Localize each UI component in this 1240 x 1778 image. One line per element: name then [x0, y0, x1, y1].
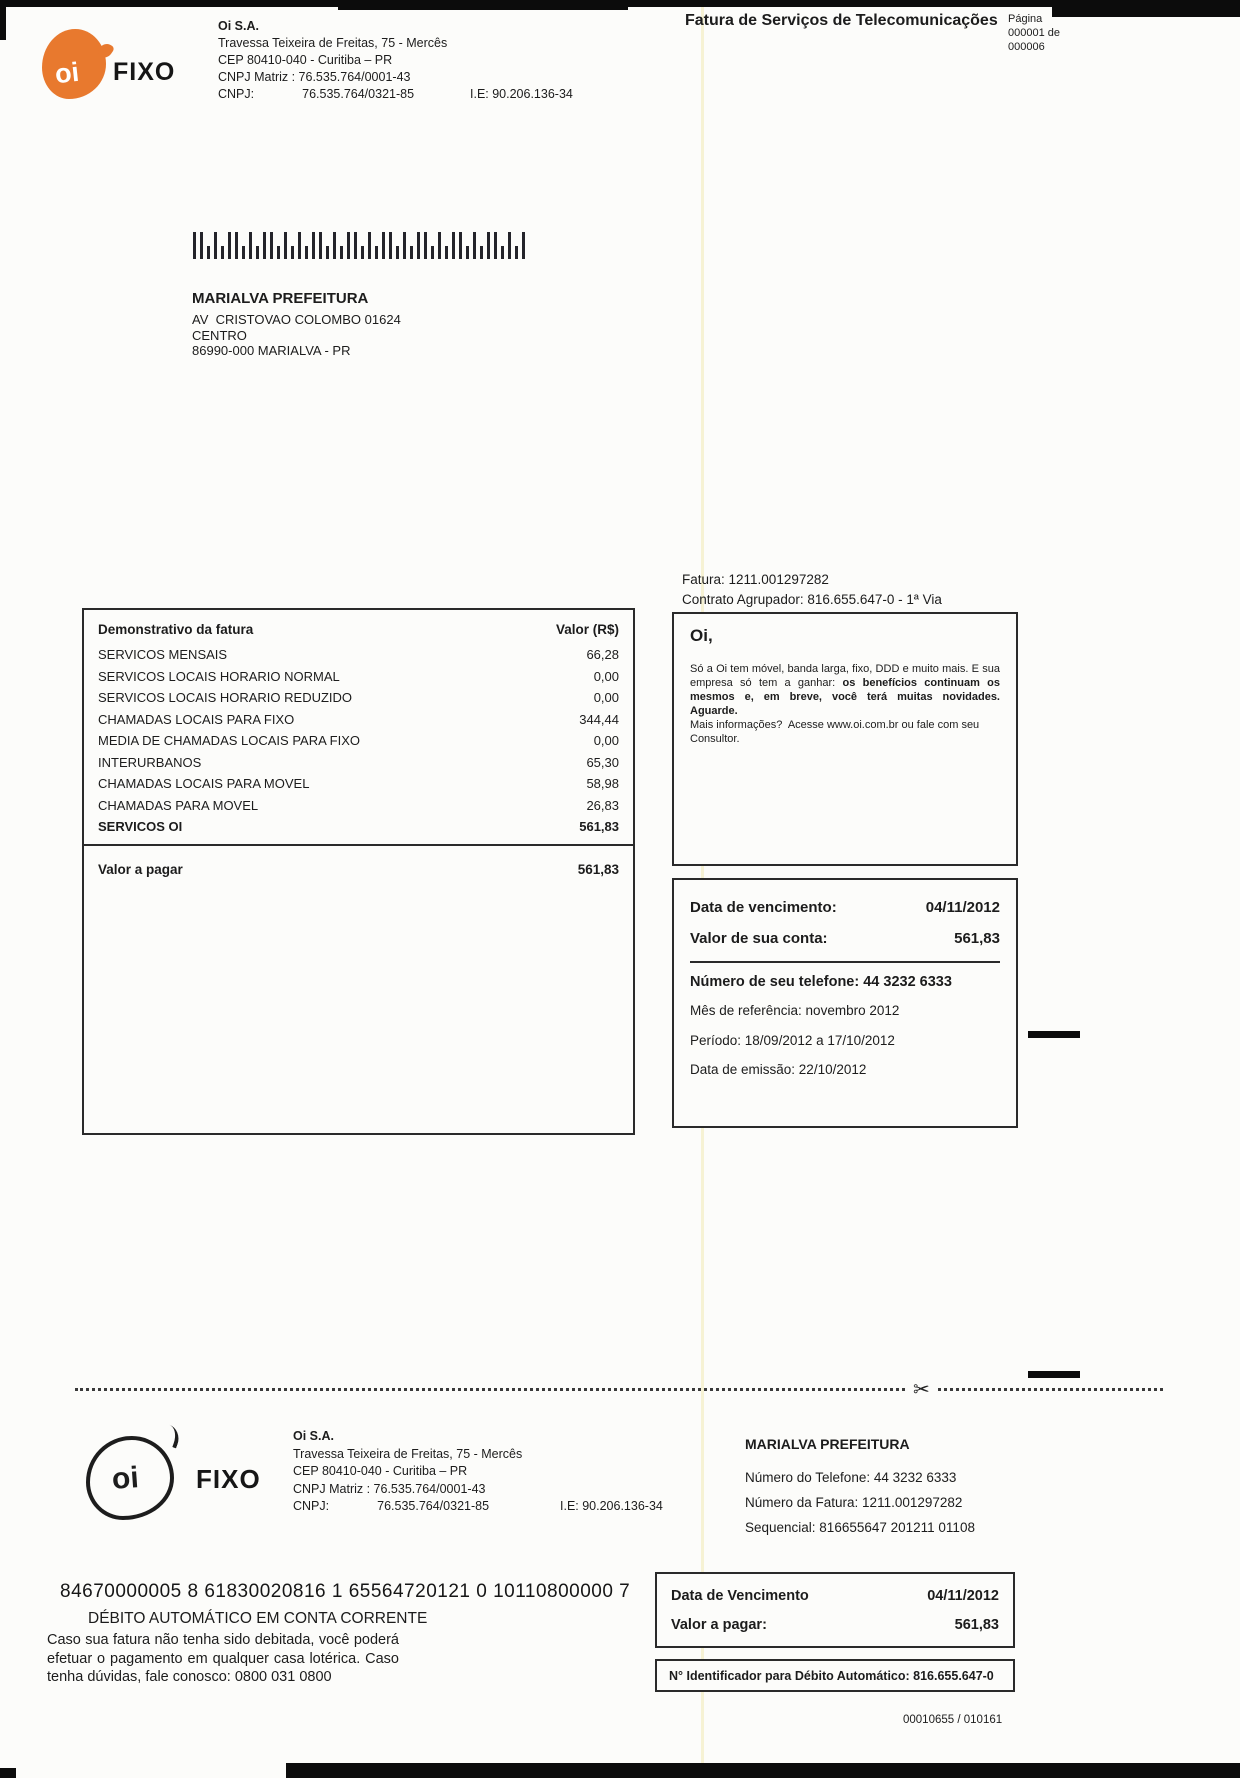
stub-company-cnpj-line	[293, 1498, 522, 1516]
row-label: MEDIA DE CHAMADAS LOCAIS PARA FIXO	[98, 733, 360, 748]
amount-value: 561,83	[954, 930, 1000, 947]
message-highlight: os benefícios continuam os mesmos e, em breve, você terá muitas novidades. Aguarde.	[690, 677, 1001, 717]
scissors-icon: ✂	[905, 1377, 938, 1402]
amount-label: Valor de sua conta:	[690, 930, 828, 947]
company-cnpj-value: 76.535.764/0321-85	[302, 87, 415, 101]
page-label: Página	[1008, 13, 1043, 25]
period-line: Período: 18/09/2012 a 17/10/2012	[690, 1032, 895, 1048]
statement-total-row	[98, 862, 619, 877]
stub-company-block	[293, 1428, 522, 1516]
stub-invoice-line: Número da Fatura: 1211.001297282	[745, 1495, 963, 1510]
row-label: SERVICOS LOCAIS HORARIO REDUZIDO	[98, 690, 353, 705]
stub-company-name: Oi S.A.	[293, 1429, 334, 1443]
statement-row	[98, 687, 619, 709]
recipient-city: 86990-000 MARIALVA - PR	[192, 343, 351, 358]
statement-row	[98, 666, 619, 688]
scan-artifact-bottom-bar	[286, 1763, 1240, 1778]
amount-row	[690, 923, 1000, 954]
contract-number: Contrato Agrupador: 816.655.647-0 - 1ª Via	[682, 592, 942, 607]
oi-logo	[42, 26, 122, 102]
due-date-value: 04/11/2012	[925, 899, 1000, 916]
total-label: Valor a pagar	[98, 861, 183, 877]
row-value: 66,28	[586, 647, 619, 662]
stub-phone-line: Número do Telefone: 44 3232 6333	[745, 1470, 957, 1485]
stub-company-cnpj-matriz: CNPJ Matriz : 76.535.764/0001-43	[293, 1481, 486, 1496]
page-indicator	[1008, 12, 1060, 54]
postal-barcode	[193, 231, 529, 259]
company-name: Oi S.A.	[218, 19, 259, 33]
row-label: INTERURBANOS	[98, 754, 202, 770]
company-cep: CEP 80410-040 - Curitiba – PR	[218, 53, 393, 67]
stub-pay-label: Valor a pagar:	[671, 1617, 767, 1633]
company-street: Travessa Teixeira de Freitas, 75 - Mercês	[218, 36, 448, 50]
due-date-label: Data de vencimento:	[690, 899, 837, 916]
row-label: CHAMADAS PARA MOVEL	[98, 797, 259, 813]
row-value: 344,44	[579, 711, 619, 727]
summary-divider	[690, 961, 1000, 963]
statement-box	[82, 608, 635, 1135]
message-greeting: Oi,	[690, 626, 713, 645]
stub-customer-block	[745, 1436, 975, 1540]
row-value: 65,30	[586, 754, 619, 770]
stub-due-label: Data de Vencimento	[671, 1588, 809, 1604]
payment-summary-box	[672, 878, 1018, 1128]
stub-due-value: 04/11/2012	[927, 1588, 999, 1604]
company-block	[218, 18, 447, 103]
barcode-digit-line: 84670000005 8 61830020816 1 65564720121 0 10110800000 7	[60, 1581, 631, 1602]
reference-month-line: Mês de referência: novembro 2012	[690, 1003, 900, 1018]
debit-instructions: Caso sua fatura não tenha sido debitada, você poderá efetuar o pagamento em qualquer casa lotérica. Caso tenha dúvidas, fale conosco: 0800 031 0800	[47, 1632, 399, 1685]
recipient-block	[192, 290, 401, 359]
registration-mark-1	[1028, 1031, 1080, 1038]
stub-customer-name: MARIALVA PREFEITURA	[745, 1436, 910, 1452]
row-label: SERVICOS LOCAIS HORARIO NORMAL	[98, 668, 340, 684]
page-number: 000001 de	[1008, 27, 1060, 39]
stub-company-cnpj-value: 76.535.764/0321-85	[377, 1499, 490, 1513]
statement-header	[98, 622, 619, 637]
scan-artifact-top-right	[1052, 0, 1240, 17]
registration-mark-2	[1028, 1371, 1080, 1378]
scan-artifact-left-edge	[0, 0, 6, 40]
invoice-number: Fatura: 1211.001297282	[682, 572, 829, 587]
statement-row	[98, 773, 619, 795]
tear-line	[75, 1388, 1163, 1391]
statement-row	[98, 752, 619, 774]
statement-row	[98, 644, 619, 666]
stub-company-cnpj-label: CNPJ:	[293, 1499, 330, 1513]
recipient-district: CENTRO	[192, 327, 247, 343]
statement-row	[98, 730, 619, 752]
stub-company-street: Travessa Teixeira de Freitas, 75 - Mercês	[293, 1446, 523, 1461]
company-cnpj-matriz: CNPJ Matriz : 76.535.764/0001-43	[218, 70, 411, 84]
company-ie: I.E: 90.206.136-34	[470, 87, 573, 101]
statement-row	[98, 795, 619, 817]
debit-identifier: N° Identificador para Débito Automático: 816.655.647-0	[669, 1668, 994, 1683]
row-value: 0,00	[593, 690, 619, 705]
stub-due-box	[655, 1572, 1015, 1648]
row-value: 58,98	[586, 776, 619, 791]
debit-title: DÉBITO AUTOMÁTICO EM CONTA CORRENTE	[88, 1610, 428, 1627]
total-value: 561,83	[577, 861, 619, 877]
row-value: 0,00	[593, 668, 619, 684]
message-body	[690, 662, 1004, 718]
stub-fixo-label: FIXO	[196, 1464, 261, 1494]
issue-date-line: Data de emissão: 22/10/2012	[690, 1062, 867, 1077]
stub-company-ie: I.E: 90.206.136-34	[560, 1499, 663, 1513]
scan-artifact-top-mid	[338, 0, 628, 10]
document-code: 00010655 / 010161	[903, 1714, 1003, 1726]
stub-sequential-line: Sequencial: 816655647 201211 01108	[745, 1520, 975, 1535]
due-date-row	[690, 892, 1000, 923]
company-cnpj-label: CNPJ:	[218, 87, 255, 101]
stub-oi-logo-text: oi	[110, 1461, 140, 1496]
row-label: SERVICOS MENSAIS	[98, 647, 228, 662]
statement-row-servicos-oi	[98, 816, 619, 838]
message-footer: Mais informações? Acesse www.oi.com.br ou fale com seu Consultor.	[690, 719, 983, 745]
message-box	[672, 612, 1018, 866]
document-title: Fatura de Serviços de Telecomunicações	[685, 12, 998, 29]
message-intro: Só a Oi tem móvel, banda larga, fixo, DDD e muito mais. E sua empresa só tem a ganhar:	[690, 663, 1004, 689]
page-total: 000006	[1008, 41, 1045, 53]
recipient-street: AV CRISTOVAO COLOMBO 01624	[192, 312, 401, 327]
statement-value-header: Valor (R$)	[555, 622, 619, 637]
stub-pay-row	[671, 1611, 999, 1640]
stub-pay-value: 561,83	[954, 1617, 999, 1633]
row-value: 561,83	[579, 819, 619, 834]
row-label: SERVICOS OI	[98, 819, 183, 834]
scan-artifact-bottom-left	[0, 1768, 16, 1778]
recipient-name: MARIALVA PREFEITURA	[192, 290, 369, 307]
debit-identifier-strip	[655, 1659, 1015, 1692]
stub-company-cep: CEP 80410-040 - Curitiba – PR	[293, 1464, 468, 1478]
oi-logo-text: oi	[53, 56, 81, 90]
invoice-refs	[682, 570, 942, 610]
row-value: 0,00	[593, 733, 619, 748]
row-value: 26,83	[586, 797, 619, 813]
stub-oi-logo-tail	[159, 1424, 183, 1449]
statement-divider	[84, 844, 633, 846]
row-label: CHAMADAS LOCAIS PARA MOVEL	[98, 776, 310, 791]
phone-number-line: Número de seu telefone: 44 3232 6333	[690, 974, 952, 990]
fixo-label: FIXO	[113, 58, 176, 86]
stub-due-row	[671, 1582, 999, 1611]
company-cnpj-line	[218, 86, 447, 103]
statement-row	[98, 709, 619, 731]
row-label: CHAMADAS LOCAIS PARA FIXO	[98, 711, 295, 727]
stub-oi-logo	[86, 1426, 190, 1528]
statement-title: Demonstrativo da fatura	[98, 622, 254, 637]
